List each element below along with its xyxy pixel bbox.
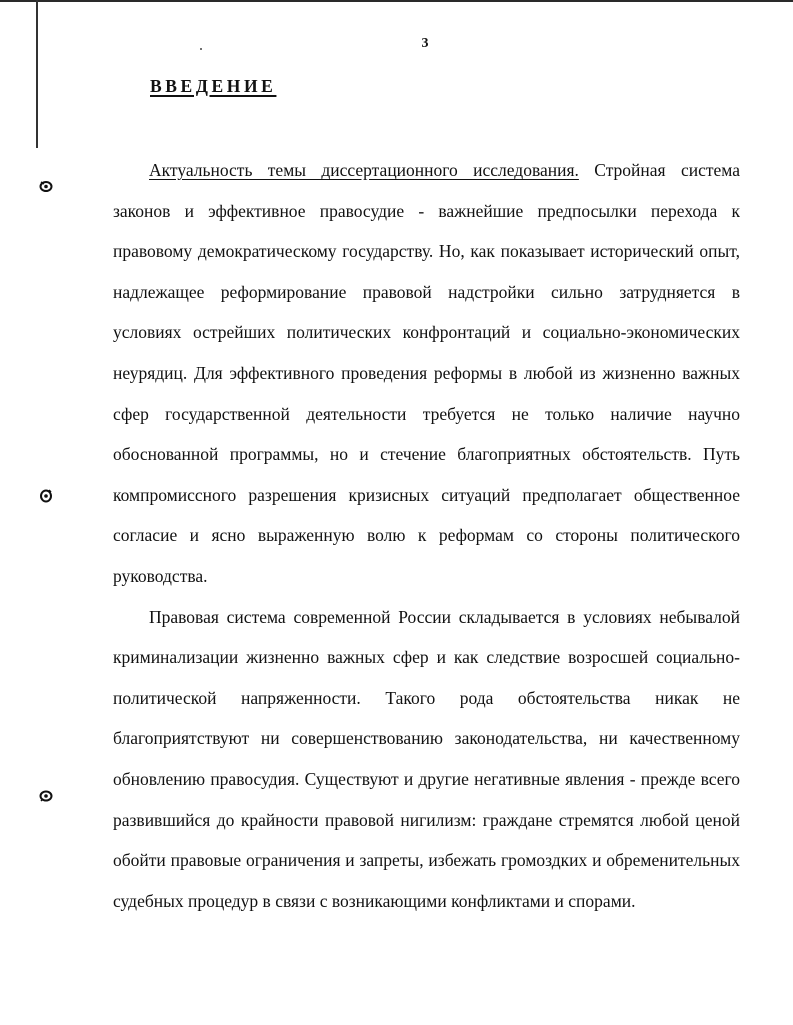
scan-margin-mark-icon — [38, 488, 54, 504]
scan-margin-mark-icon — [38, 178, 54, 194]
scan-left-border — [36, 0, 38, 148]
document-body — [113, 150, 740, 921]
paragraph-legal-system — [113, 597, 740, 922]
paragraph-relevance — [113, 150, 740, 597]
scan-margin-mark-icon — [38, 788, 54, 804]
paragraph-2-text: Правовая система современной России складывается в условиях небывалой криминализации жизненно важных сфер и как следствие возросшей социально-политической напряженности. Такого рода обстоятельства никак не благоприятствуют ни совершенствованию законодательства, ни качественному обновлению правосудия. Существуют и другие негативные явления - прежде всего развившийся до крайности правовой нигилизм: граждане стремятся любой ценой обойти правовые ограничения и запреты, избежать громоздких и обременительных судебных процедур в связи с возникающими конфликтами и спорами. — [113, 606, 740, 911]
scan-speck — [200, 48, 202, 50]
page-number: 3 — [421, 36, 429, 51]
page-title: ВВЕДЕНИЕ — [150, 76, 277, 96]
paragraph-1-text: Стройная система законов и эффективное правосудие - важнейшие предпосылки перехода к правовому демократическому государству. Но, как показывает исторический опыт, надлежащее реформирование правовой надстройки сильно затрудняется в условиях острейших политических конфронтаций и социально-экономических неурядиц. Для эффективного проведения реформы в любой из жизненно важных сфер государственной деятельности требуется не только наличие научно обоснованной программы, но и стечение благоприятных обстоятельств. Путь компромиссного разрешения кризисных ситуаций предполагает общественное согласие и ясно выраженную волю к реформам со стороны политического руководства. — [113, 160, 740, 586]
scan-top-border — [0, 0, 793, 2]
section-lead-underlined: Актуальность темы диссертационного исследования. — [149, 160, 579, 180]
